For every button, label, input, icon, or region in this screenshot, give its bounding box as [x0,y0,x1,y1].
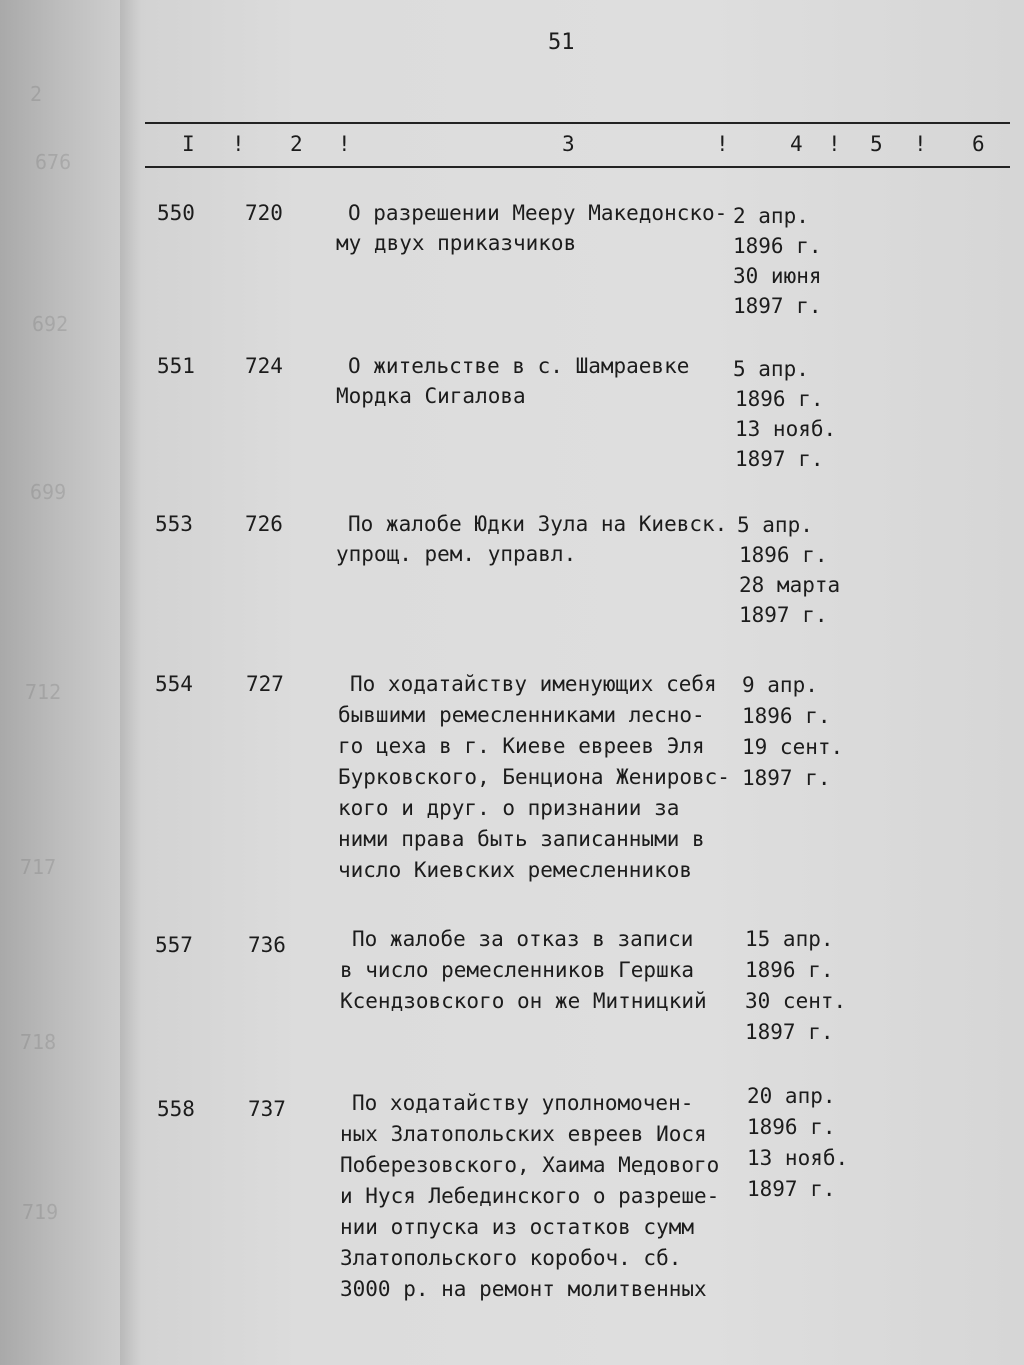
description-line: По жалобе Юдки Зула на Киевск. [348,512,728,536]
bleed-mark: 699 [30,480,67,504]
bleed-mark: 692 [32,312,69,336]
description-line: кого и друг. о признании за [338,796,680,820]
file-number: 726 [245,512,283,536]
record-number: 554 [155,672,193,696]
bleed-mark: 719 [22,1200,59,1224]
description-line: упрощ. рем. управл. [336,542,577,566]
description-line: го цеха в г. Киеве евреев Эля [338,734,705,758]
bleed-mark: 712 [25,680,62,704]
header-top-rule [145,122,1010,124]
book-spine-shadow [120,0,142,1365]
header-bottom-rule [145,166,1010,168]
description-line: ними права быть записанными в [338,827,705,851]
date-line: 1897 г. [742,766,831,790]
description-line: Ксендзовского он же Митницкий [340,989,707,1013]
date-line: 1897 г. [747,1177,836,1201]
file-number: 720 [245,201,283,225]
date-line: 1896 г. [739,543,828,567]
date-line: 1896 г. [747,1115,836,1139]
description-line: число Киевских ремесленников [338,858,693,882]
date-line: 5 апр. [733,357,809,381]
date-line: 20 апр. [747,1084,836,1108]
date-line: 13 нояб. [747,1146,849,1170]
description-line: О разрешении Мееру Македонско- [348,201,728,225]
record-number: 558 [157,1097,195,1121]
record-number: 553 [155,512,193,536]
date-line: 1897 г. [735,447,824,471]
bleed-mark: 717 [20,855,57,879]
date-line: 1897 г. [739,603,828,627]
header-separator: ! [914,132,927,156]
record-number: 557 [155,933,193,957]
description-line: О жительстве в с. Шамраевке [348,354,690,378]
description-line: бывшими ремесленниками лесно- [338,703,705,727]
header-col-5: 5 [870,132,883,156]
date-line: 28 марта [739,573,841,597]
record-number: 551 [157,354,195,378]
header-col-3: 3 [562,132,575,156]
description-line: По ходатайству уполномочен- [352,1091,694,1115]
header-separator: ! [338,132,351,156]
header-col-2: 2 [290,132,303,156]
date-line: 1896 г. [733,234,822,258]
description-line: му двух приказчиков [336,231,577,255]
date-line: 15 апр. [745,927,834,951]
description-line: По ходатайству именующих себя [350,672,717,696]
date-line: 5 апр. [737,513,813,537]
header-col-6: 6 [972,132,985,156]
date-line: 2 апр. [733,204,809,228]
date-line: 1897 г. [733,294,822,318]
description-line: и Нуся Лебединского о разреше- [340,1184,720,1208]
header-separator: ! [232,132,245,156]
file-number: 727 [246,672,284,696]
description-line: ных Златопольских евреев Иося [340,1122,707,1146]
date-line: 9 апр. [742,673,818,697]
description-line: Поберезовского, Хаима Медового [340,1153,720,1177]
bleed-mark: 676 [35,150,72,174]
description-line: 3000 р. на ремонт молитвенных [340,1277,707,1301]
date-line: 1896 г. [745,958,834,982]
description-line: Златопольского коробоч. сб. [340,1246,682,1270]
file-number: 736 [248,933,286,957]
bleed-mark: 718 [20,1030,57,1054]
file-number: 737 [248,1097,286,1121]
date-line: 1896 г. [735,387,824,411]
header-col-1: I [182,132,195,156]
page-number: 51 [548,30,575,55]
date-line: 1897 г. [745,1020,834,1044]
header-col-4: 4 [790,132,803,156]
bleed-mark: 2 [30,82,43,106]
date-line: 30 июня [733,264,822,288]
description-line: нии отпуска из остатков сумм [340,1215,695,1239]
description-line: Бурковского, Бенциона Женировс- [338,765,730,789]
date-line: 30 сент. [745,989,847,1013]
header-separator: ! [716,132,729,156]
description-line: Мордка Сигалова [336,384,526,408]
date-line: 13 нояб. [735,417,837,441]
date-line: 19 сент. [742,735,844,759]
description-line: По жалобе за отказ в записи [352,927,694,951]
file-number: 724 [245,354,283,378]
header-separator: ! [828,132,841,156]
record-number: 550 [157,201,195,225]
description-line: в число ремесленников Гершка [340,958,695,982]
date-line: 1896 г. [742,704,831,728]
